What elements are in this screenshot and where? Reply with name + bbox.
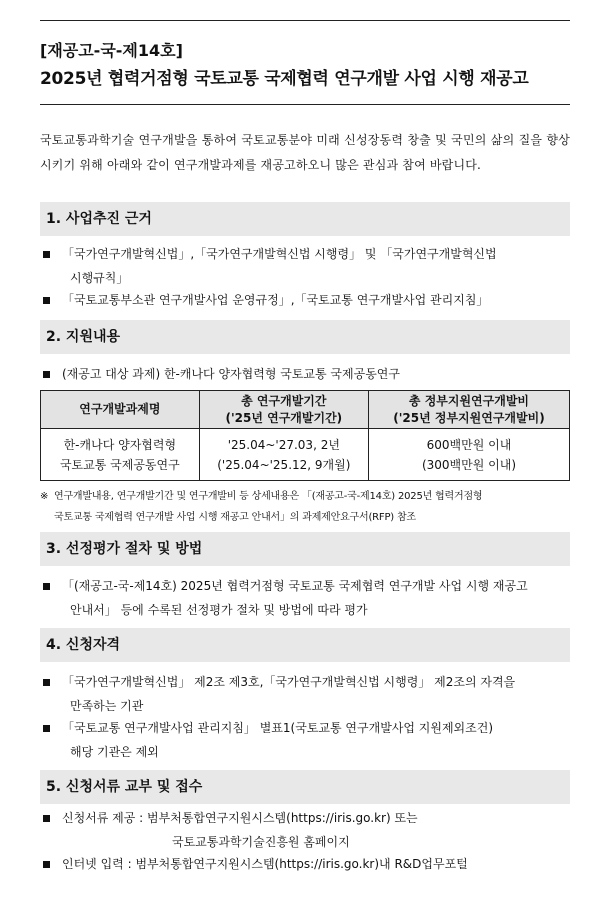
section-5-bullet-2: [40, 852, 570, 876]
bullet-text: 신청서류 제공 : 범부처통합연구지원시스템(https://iris.go.kr) 또는: [62, 811, 418, 825]
section-2-heading: 2. 지원내용: [40, 320, 570, 354]
section-1-heading: 1. 사업추진 근거: [40, 202, 570, 236]
bullet-square-icon: [43, 251, 50, 258]
bullet-text-cont: 해당 기관은 제외: [70, 745, 159, 759]
bullet-square-icon: [43, 725, 50, 732]
page-title: 2025년 협력거점형 국토교통 국제협력 연구개발 사업 시행 재공고: [40, 69, 529, 89]
section-5-bullet-1: [40, 806, 570, 854]
bullet-text-cont: 만족하는 기관: [70, 699, 144, 713]
bullet-text: (재공고 대상 과제) 한-캐나다 양자협력형 국토교통 국제공동연구: [62, 367, 400, 381]
bullet-text: 「국가연구개발혁신법」 제2조 제3호,「국가연구개발혁신법 시행령」 제2조의 자격을: [62, 675, 516, 689]
bullet-square-icon: [43, 297, 50, 304]
section-4-heading: 4. 신청자격: [40, 628, 570, 662]
table-header-row: [41, 391, 570, 429]
bullet-text-cont: 안내서」 등에 수록된 선정평가 절차 및 방법에 따라 평가: [70, 603, 368, 617]
bullet-text: 「국가연구개발혁신법」,「국가연구개발혁신법 시행령」 및 「국가연구개발혁신법: [62, 247, 497, 261]
table-header-cell: 총 정부지원연구개발비 ('25년 정부지원연구개발비): [368, 391, 569, 429]
bullet-text-cont: 시행규칙」: [70, 271, 129, 285]
title-rule: [40, 104, 570, 105]
section-1-bullet-1: [40, 242, 570, 290]
table-footnote: ※ 연구개발내용, 연구개발기간 및 연구개발비 등 상세내용은 「(재공고-국-제14호) 2025년 협력거점형 국토교통 국제협력 연구개발 사업 시행 재공고 안내서」의 과제제안요구서(RFP) 참조: [40, 486, 570, 528]
notice-number: [재공고-국-제14호]: [40, 41, 183, 60]
table-cell: 600백만원 이내 (300백만원 이내): [368, 429, 569, 481]
bullet-text: 「(재공고-국-제14호) 2025년 협력거점형 국토교통 국제협력 연구개발 사업 시행 재공고: [62, 579, 528, 593]
bullet-square-icon: [43, 583, 50, 590]
section-3-heading: 3. 선정평가 절차 및 방법: [40, 532, 570, 566]
top-rule: [40, 20, 570, 21]
bullet-text: 「국토교통부소관 연구개발사업 운영규정」,「국토교통 연구개발사업 관리지침」: [62, 293, 489, 307]
section-4-bullet-2: [40, 716, 570, 764]
section-5-heading: 5. 신청서류 교부 및 접수: [40, 770, 570, 804]
bullet-square-icon: [43, 815, 50, 822]
section-4-bullet-1: [40, 670, 570, 718]
bullet-text-cont: 국토교통과학기술진흥원 홈페이지: [172, 835, 350, 849]
table-row: [41, 429, 570, 481]
table-header-cell: 연구개발과제명: [41, 391, 200, 429]
note-mark: ※: [40, 491, 49, 502]
bullet-square-icon: [43, 371, 50, 378]
support-table: [40, 390, 570, 481]
table-cell: 한-캐나다 양자협력형 국토교통 국제공동연구: [41, 429, 200, 481]
section-1-bullet-2: [40, 288, 570, 312]
bullet-square-icon: [43, 861, 50, 868]
bullet-text: 인터넷 입력 : 범부처통합연구지원시스템(https://iris.go.kr)내 R&D업무포털: [62, 857, 468, 871]
table-cell: '25.04~'27.03, 2년 ('25.04~'25.12, 9개월): [199, 429, 368, 481]
table-header-cell: 총 연구개발기간 ('25년 연구개발기간): [199, 391, 368, 429]
bullet-square-icon: [43, 679, 50, 686]
bullet-text: 「국토교통 연구개발사업 관리지침」 별표1(국토교통 연구개발사업 지원제외조건): [62, 721, 494, 735]
intro-paragraph: 국토교통과학기술 연구개발을 통하여 국토교통분야 미래 신성장동력 창출 및 국민의 삶의 질을 향상시키기 위해 아래와 같이 연구개발과제를 재공고하오니 많은 관심과 참여 바랍니다.: [40, 133, 570, 172]
section-2-bullet-1: [40, 362, 570, 386]
section-3-bullet-1: [40, 574, 570, 622]
